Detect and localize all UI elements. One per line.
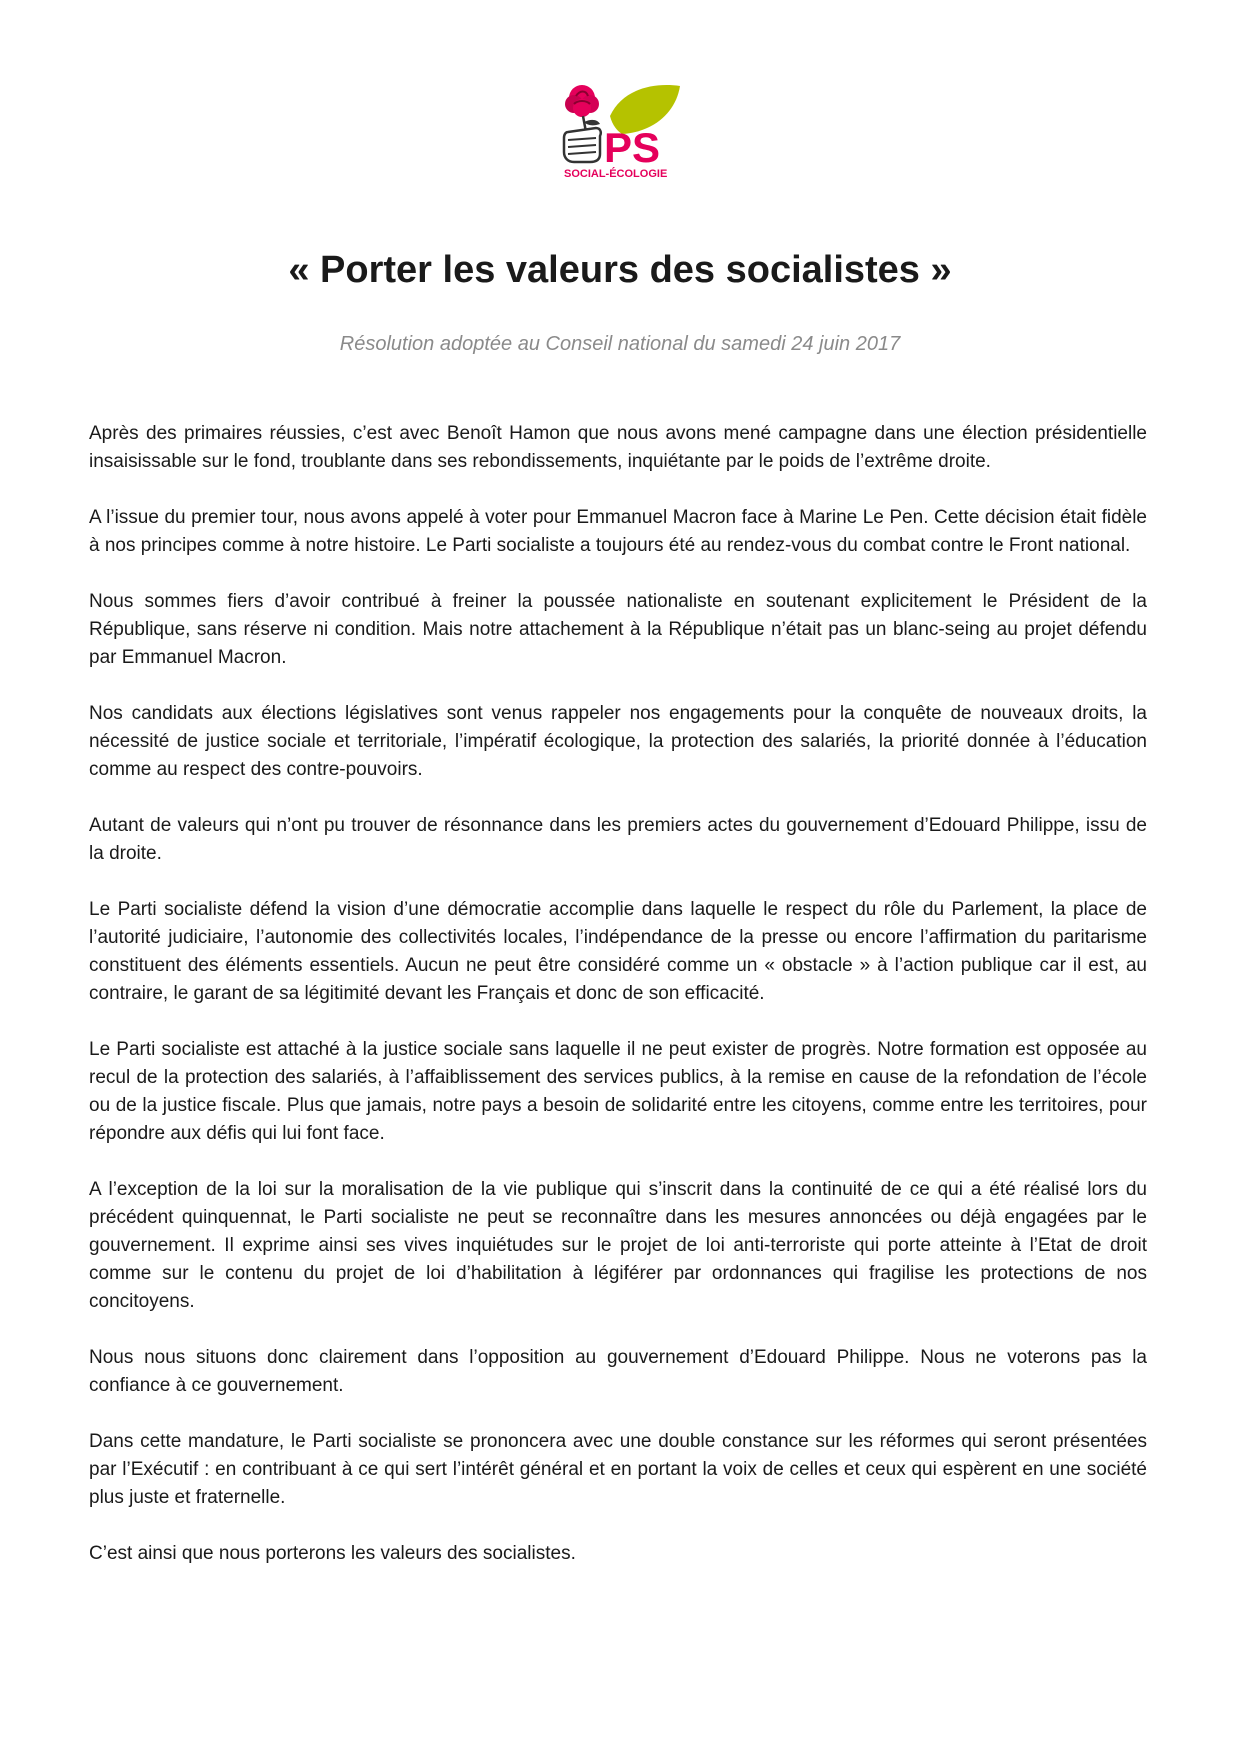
paragraph: Nous nous situons donc clairement dans l’opposition au gouvernement d’Edouard Philippe. Nous ne voterons pas la confiance à ce gouvernement. bbox=[89, 1347, 1147, 1396]
rose-fist-icon bbox=[556, 82, 690, 168]
paragraph: Après des primaires réussies, c’est avec Benoît Hamon que nous avons mené campagne dans une élection présidentielle insaisissable sur le fond, troublante dans ses rebondissements, inquiétante par le poids de l’extrême droite. bbox=[89, 423, 1147, 472]
ps-logo bbox=[556, 82, 690, 182]
document-title: « Porter les valeurs des socialistes » bbox=[288, 249, 952, 291]
paragraph: A l’exception de la loi sur la moralisation de la vie publique qui s’inscrit dans la continuité de ce qui a été réalisé lors du précédent quinquennat, le Parti socialiste ne peut se reconnaître dans les mesures annoncées ou déjà engagées par le gouvernement. Il exprime ainsi ses vives inquiétudes sur le projet de loi anti-terroriste qui porte atteinte à l’Etat de droit comme sur le contenu du projet de loi d’habilitation à légiférer par ordonnances qui fragilise les protections de nos concitoyens. bbox=[89, 1179, 1147, 1312]
paragraph: Nous sommes fiers d’avoir contribué à freiner la poussée nationaliste en soutenant explicitement le Président de la République, sans réserve ni condition. Mais notre attachement à la République n’était pas un blanc-seing au projet défendu par Emmanuel Macron. bbox=[89, 591, 1147, 668]
paragraph: Nos candidats aux élections législatives sont venus rappeler nos engagements pour la conquête de nouveaux droits, la nécessité de justice sociale et territoriale, l’impératif écologique, la protection des salariés, la priorité donnée à l’éducation comme au respect des contre-pouvoirs. bbox=[89, 703, 1147, 780]
paragraph: Le Parti socialiste défend la vision d’une démocratie accomplie dans laquelle le respect du rôle du Parlement, la place de l’autorité judiciaire, l’autonomie des collectivités locales, l’indépendance de la presse ou encore l’affirmation du paritarisme constituent des éléments essentiels. Aucun ne peut être considéré comme un « obstacle » à l’action publique car il est, au contraire, le garant de sa légitimité devant les Français et donc de son efficacité. bbox=[89, 899, 1147, 1004]
logo-wordmark: PS bbox=[604, 124, 661, 168]
paragraph: A l’issue du premier tour, nous avons appelé à voter pour Emmanuel Macron face à Marine Le Pen. Cette décision était fidèle à nos principes comme à notre histoire. Le Parti socialiste a toujours été au rendez-vous du combat contre le Front national. bbox=[89, 507, 1147, 556]
document-subtitle: Résolution adoptée au Conseil national du samedi 24 juin 2017 bbox=[339, 333, 901, 355]
paragraph: Le Parti socialiste est attaché à la justice sociale sans laquelle il ne peut exister de progrès. Notre formation est opposée au recul de la protection des salariés, à l’affaiblissement des services publics, à la remise en cause de la refondation de l’école ou de la justice fiscale. Plus que jamais, notre pays a besoin de solidarité entre les citoyens, comme entre les territoires, pour répondre aux défis qui lui font face. bbox=[89, 1039, 1147, 1144]
logo-tagline: SOCIAL-ÉCOLOGIE bbox=[564, 168, 668, 180]
paragraph: Dans cette mandature, le Parti socialiste se prononcera avec une double constance sur les réformes qui seront présentées par l’Exécutif : en contribuant à ce qui sert l’intérêt général et en portant la voix de celles et ceux qui espèrent en une société plus juste et fraternelle. bbox=[89, 1431, 1147, 1508]
paragraph: C’est ainsi que nous porterons les valeurs des socialistes. bbox=[89, 1543, 576, 1564]
document-body bbox=[89, 420, 1147, 1596]
paragraph: Autant de valeurs qui n’ont pu trouver de résonnance dans les premiers actes du gouvernement d’Edouard Philippe, issu de la droite. bbox=[89, 815, 1147, 864]
